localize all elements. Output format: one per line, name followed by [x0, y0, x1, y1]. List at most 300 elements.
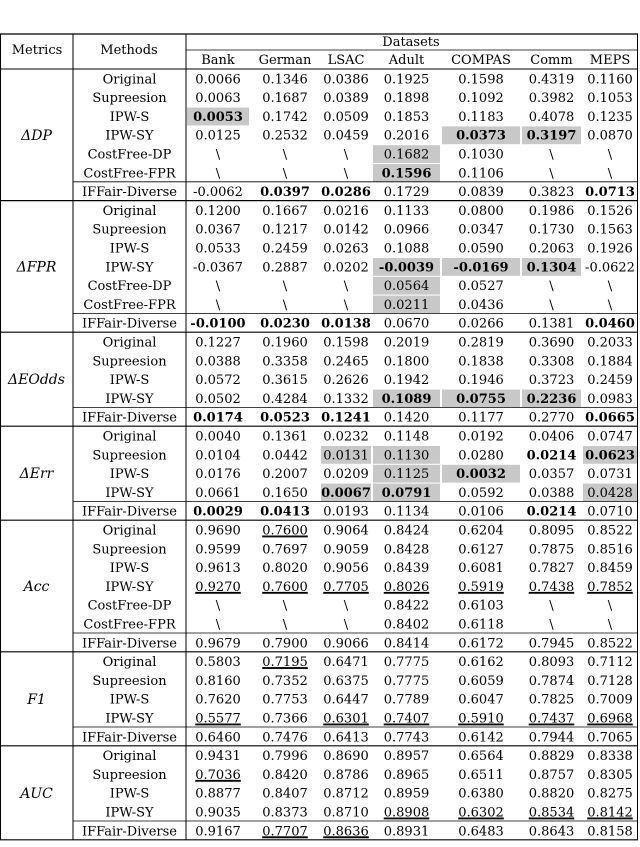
- value-cell: 0.8957: [383, 749, 430, 765]
- value-cell: 0.1682: [383, 147, 430, 163]
- value-cell: -0.0100: [190, 316, 246, 332]
- value-cell: 0.0590: [458, 241, 504, 257]
- value-cell: 0.1730: [528, 222, 575, 238]
- method-label: IPW-S: [109, 786, 150, 802]
- value-cell: 0.0106: [458, 504, 504, 520]
- value-cell: 0.1960: [262, 335, 308, 351]
- value-cell: 0.9613: [195, 561, 241, 577]
- value-cell: 0.0209: [323, 467, 369, 483]
- value-cell: 0.1667: [262, 203, 308, 219]
- value-cell: 0.5919: [458, 579, 504, 595]
- value-cell: \: [343, 166, 349, 182]
- value-cell: 0.0665: [585, 410, 635, 426]
- value-cell: \: [343, 147, 349, 163]
- value-cell: 0.3823: [528, 185, 575, 201]
- method-label: Supreesion: [92, 354, 167, 370]
- value-cell: 0.8459: [587, 561, 633, 577]
- value-cell: \: [343, 297, 349, 313]
- value-cell: 0.0286: [321, 185, 371, 201]
- method-label: IPW-SY: [105, 805, 154, 821]
- value-cell: 0.0202: [323, 260, 369, 276]
- value-cell: 0.1134: [383, 504, 430, 520]
- value-cell: 0.3197: [526, 128, 577, 144]
- value-cell: 0.8636: [323, 824, 369, 840]
- value-cell: 0.1346: [262, 72, 308, 88]
- value-cell: 0.1053: [587, 91, 633, 107]
- value-cell: 0.7600: [262, 523, 308, 539]
- value-cell: 0.0572: [195, 373, 241, 389]
- value-cell: 0.8414: [383, 636, 430, 652]
- value-cell: 0.1687: [262, 91, 308, 107]
- value-cell: 0.8373: [262, 805, 308, 821]
- value-cell: 0.1304: [526, 260, 577, 276]
- value-cell: 0.7437: [528, 711, 575, 727]
- value-cell: 0.1217: [262, 222, 308, 238]
- value-cell: 0.2063: [528, 241, 575, 257]
- method-label: CostFree-DP: [87, 598, 172, 614]
- value-cell: 0.8965: [383, 767, 430, 783]
- value-cell: 0.8786: [323, 767, 369, 783]
- value-cell: 0.0347: [458, 222, 504, 238]
- value-cell: \: [282, 147, 288, 163]
- value-cell: 0.7112: [587, 655, 633, 671]
- value-cell: 0.0386: [323, 72, 369, 88]
- value-cell: \: [282, 598, 288, 614]
- method-label: IFFair-Diverse: [81, 730, 178, 746]
- value-cell: 0.8534: [528, 805, 575, 821]
- value-cell: 0.1986: [528, 203, 575, 219]
- text-layer: [7, 35, 635, 839]
- value-cell: 0.8422: [383, 598, 430, 614]
- value-cell: 0.8095: [528, 523, 575, 539]
- value-cell: 0.0266: [458, 316, 504, 332]
- method-label: IPW-S: [109, 109, 150, 125]
- value-cell: 0.3690: [528, 335, 575, 351]
- value-cell: \: [607, 617, 613, 633]
- value-cell: 0.0839: [458, 185, 504, 201]
- method-label: IPW-SY: [105, 128, 154, 144]
- value-cell: 0.1800: [383, 354, 430, 370]
- value-cell: 0.0428: [587, 485, 633, 501]
- value-cell: 0.7875: [528, 542, 575, 558]
- value-cell: \: [549, 617, 554, 633]
- method-label: Supreesion: [92, 767, 167, 783]
- value-cell: 0.8420: [262, 767, 308, 783]
- value-cell: 0.3358: [262, 354, 308, 370]
- value-cell: 0.8158: [587, 824, 633, 840]
- value-cell: 0.0176: [195, 467, 241, 483]
- value-cell: 0.8305: [587, 767, 633, 783]
- value-cell: 0.0040: [195, 429, 241, 445]
- method-label: Supreesion: [92, 448, 167, 464]
- value-cell: 0.0138: [321, 316, 371, 332]
- value-cell: 0.0502: [195, 391, 241, 407]
- value-cell: 0.8522: [587, 636, 633, 652]
- value-cell: 0.7827: [528, 561, 575, 577]
- value-cell: 0.1526: [587, 203, 633, 219]
- value-cell: 0.0983: [587, 391, 633, 407]
- value-cell: 0.6047: [458, 692, 504, 708]
- value-cell: 0.9690: [195, 523, 241, 539]
- value-cell: 0.7753: [262, 692, 308, 708]
- metric-label: ΔEOdds: [8, 372, 65, 389]
- value-cell: 0.9059: [323, 542, 369, 558]
- value-cell: 0.2459: [262, 241, 308, 257]
- method-label: Original: [102, 655, 157, 671]
- method-label: IPW-S: [109, 467, 150, 483]
- value-cell: 0.0125: [195, 128, 241, 144]
- value-cell: 0.0670: [383, 316, 430, 332]
- value-cell: 0.7600: [262, 579, 308, 595]
- value-cell: 0.7996: [262, 749, 308, 765]
- value-cell: 0.1420: [383, 410, 430, 426]
- value-cell: -0.0062: [193, 185, 243, 201]
- value-cell: 0.1925: [383, 72, 430, 88]
- value-cell: 0.8643: [528, 824, 575, 840]
- value-cell: 0.7128: [587, 673, 633, 689]
- value-cell: 0.2016: [383, 128, 430, 144]
- value-cell: -0.0622: [585, 260, 635, 276]
- value-cell: 0.2236: [526, 391, 577, 407]
- method-label: Original: [102, 335, 157, 351]
- value-cell: \: [549, 147, 554, 163]
- value-cell: 0.0357: [528, 467, 575, 483]
- value-cell: 0.3723: [528, 373, 575, 389]
- value-cell: 0.7195: [262, 655, 308, 671]
- value-cell: 0.6103: [458, 598, 504, 614]
- method-label: IPW-SY: [105, 579, 154, 595]
- value-cell: \: [607, 166, 613, 182]
- value-cell: 0.8959: [383, 786, 430, 802]
- metric-label: ΔErr: [19, 466, 54, 483]
- value-cell: 0.7036: [195, 767, 241, 783]
- value-cell: 0.1838: [458, 354, 504, 370]
- value-cell: 0.7743: [383, 730, 430, 746]
- value-cell: 0.0174: [193, 410, 243, 426]
- results-table: [0, 30, 640, 847]
- value-cell: 0.6413: [323, 730, 369, 746]
- metric-label: F1: [27, 691, 46, 708]
- value-cell: 0.1853: [383, 109, 430, 125]
- value-cell: 0.0389: [323, 91, 369, 107]
- value-cell: 0.6380: [458, 786, 504, 802]
- value-cell: 0.2019: [383, 335, 430, 351]
- value-cell: 0.6204: [458, 523, 504, 539]
- value-cell: 0.9035: [195, 805, 241, 821]
- value-cell: 0.1241: [321, 410, 371, 426]
- value-cell: 0.6447: [323, 692, 369, 708]
- value-cell: \: [607, 297, 613, 313]
- method-label: Original: [102, 203, 157, 219]
- value-cell: 0.9167: [195, 824, 241, 840]
- method-label: Supreesion: [92, 91, 167, 107]
- value-cell: 0.9066: [323, 636, 369, 652]
- value-cell: 0.1884: [587, 354, 633, 370]
- value-cell: 0.0731: [587, 467, 633, 483]
- method-label: IPW-S: [109, 692, 150, 708]
- method-label: IFFair-Diverse: [81, 185, 178, 201]
- value-cell: 0.1125: [383, 467, 430, 483]
- metric-label: AUC: [20, 785, 53, 802]
- value-cell: 0.0527: [458, 279, 504, 295]
- method-label: CostFree-DP: [87, 147, 172, 163]
- value-cell: 0.7009: [587, 692, 633, 708]
- value-cell: 0.0263: [323, 241, 369, 257]
- method-label: Original: [102, 72, 157, 88]
- value-cell: 0.0406: [528, 429, 575, 445]
- value-cell: 0.6127: [458, 542, 504, 558]
- value-cell: 0.1177: [458, 410, 504, 426]
- value-cell: 0.6968: [587, 711, 633, 727]
- method-label: Original: [102, 749, 157, 765]
- metrics-header: Metrics: [11, 43, 63, 58]
- value-cell: 0.0211: [383, 297, 430, 313]
- method-label: IFFair-Diverse: [81, 410, 178, 426]
- value-cell: 0.8516: [587, 542, 633, 558]
- value-cell: 0.0053: [193, 109, 243, 125]
- value-cell: 0.1227: [195, 335, 241, 351]
- value-cell: 0.4078: [528, 109, 575, 125]
- value-cell: 0.0436: [458, 297, 504, 313]
- metric-label: Acc: [23, 579, 50, 595]
- value-cell: 0.1332: [323, 391, 369, 407]
- value-cell: \: [607, 598, 613, 614]
- value-cell: \: [215, 147, 221, 163]
- dataset-header-comm: Comm: [530, 53, 573, 68]
- value-cell: 0.7366: [262, 711, 308, 727]
- value-cell: 0.8820: [528, 786, 575, 802]
- value-cell: 0.6081: [458, 561, 504, 577]
- value-cell: 0.7874: [528, 673, 575, 689]
- value-cell: 0.4319: [528, 72, 575, 88]
- value-cell: 0.0388: [528, 485, 575, 501]
- value-cell: 0.0747: [587, 429, 633, 445]
- value-cell: 0.2465: [323, 354, 369, 370]
- value-cell: 0.5910: [458, 711, 504, 727]
- value-cell: 0.8402: [383, 617, 430, 633]
- value-cell: 0.1898: [383, 91, 430, 107]
- value-cell: 0.0523: [260, 410, 310, 426]
- method-label: Supreesion: [92, 222, 167, 238]
- value-cell: 0.8407: [262, 786, 308, 802]
- value-cell: 0.1160: [587, 72, 633, 88]
- value-cell: 0.1030: [458, 147, 504, 163]
- value-cell: 0.8020: [262, 561, 308, 577]
- value-cell: 0.7825: [528, 692, 575, 708]
- value-cell: 0.1926: [587, 241, 633, 257]
- value-cell: 0.1598: [323, 335, 369, 351]
- value-cell: 0.2007: [262, 467, 308, 483]
- value-cell: 0.1650: [262, 485, 308, 501]
- value-cell: 0.1381: [528, 316, 575, 332]
- value-cell: 0.7945: [528, 636, 575, 652]
- value-cell: -0.0367: [193, 260, 243, 276]
- value-cell: 0.0216: [323, 203, 369, 219]
- value-cell: 0.7789: [383, 692, 430, 708]
- value-cell: 0.9431: [195, 749, 241, 765]
- value-cell: 0.0460: [585, 316, 635, 332]
- method-label: IPW-SY: [105, 711, 154, 727]
- value-cell: 0.7705: [323, 579, 369, 595]
- value-cell: 0.7944: [528, 730, 575, 746]
- value-cell: 0.0870: [587, 128, 633, 144]
- value-cell: 0.1106: [458, 166, 504, 182]
- method-label: CostFree-FPR: [83, 297, 176, 313]
- value-cell: 0.4284: [262, 391, 308, 407]
- value-cell: 0.0142: [323, 222, 369, 238]
- value-cell: 0.1596: [381, 166, 432, 182]
- value-cell: 0.3615: [262, 373, 308, 389]
- value-cell: 0.5803: [195, 655, 241, 671]
- value-cell: 0.0063: [195, 91, 241, 107]
- value-cell: 0.8093: [528, 655, 575, 671]
- value-cell: 0.6059: [458, 673, 504, 689]
- dataset-header-lsac: LSAC: [327, 53, 365, 68]
- value-cell: 0.9064: [323, 523, 369, 539]
- value-cell: 0.6142: [458, 730, 504, 746]
- value-cell: 0.2459: [587, 373, 633, 389]
- value-cell: 0.0232: [323, 429, 369, 445]
- value-cell: 0.8424: [383, 523, 430, 539]
- value-cell: \: [215, 617, 221, 633]
- value-cell: 0.1598: [458, 72, 504, 88]
- value-cell: \: [215, 297, 221, 313]
- method-label: Supreesion: [92, 542, 167, 558]
- value-cell: 0.2819: [458, 335, 504, 351]
- value-cell: 0.6118: [458, 617, 504, 633]
- method-label: IPW-SY: [105, 260, 154, 276]
- value-cell: 0.6471: [323, 655, 369, 671]
- method-label: CostFree-FPR: [83, 166, 176, 182]
- value-cell: 0.8877: [195, 786, 241, 802]
- value-cell: \: [282, 617, 288, 633]
- value-cell: \: [607, 279, 613, 295]
- method-label: IPW-S: [109, 373, 150, 389]
- value-cell: 0.6301: [323, 711, 369, 727]
- dataset-header-compas: COMPAS: [451, 53, 511, 68]
- value-cell: 0.7900: [262, 636, 308, 652]
- value-cell: 0.0966: [383, 222, 430, 238]
- value-cell: 0.0373: [456, 128, 506, 144]
- value-cell: 0.0713: [585, 185, 635, 201]
- value-cell: 0.8275: [587, 786, 633, 802]
- value-cell: 0.1235: [587, 109, 633, 125]
- value-cell: 0.2887: [262, 260, 308, 276]
- value-cell: 0.0442: [262, 448, 308, 464]
- value-cell: 0.1200: [195, 203, 241, 219]
- value-cell: 0.8712: [323, 786, 369, 802]
- method-label: CostFree-DP: [87, 279, 172, 295]
- value-cell: 0.7476: [262, 730, 308, 746]
- value-cell: \: [343, 279, 349, 295]
- value-cell: 0.8160: [195, 673, 241, 689]
- methods-header: Methods: [100, 43, 158, 58]
- value-cell: \: [343, 598, 349, 614]
- value-cell: 0.0397: [260, 185, 310, 201]
- value-cell: 0.6483: [458, 824, 504, 840]
- value-cell: 0.0388: [195, 354, 241, 370]
- value-cell: 0.0710: [587, 504, 633, 520]
- value-cell: 0.3982: [528, 91, 575, 107]
- value-cell: 0.2033: [587, 335, 633, 351]
- value-cell: 0.9599: [195, 542, 241, 558]
- value-cell: 0.1148: [383, 429, 430, 445]
- value-cell: 0.0029: [193, 504, 243, 520]
- method-label: IPW-SY: [105, 485, 154, 501]
- method-label: IFFair-Diverse: [81, 636, 178, 652]
- value-cell: 0.1089: [381, 391, 432, 407]
- value-cell: 0.0280: [458, 448, 504, 464]
- value-cell: 0.0067: [321, 485, 371, 501]
- value-cell: \: [215, 598, 221, 614]
- method-label: IPW-S: [109, 561, 150, 577]
- value-cell: 0.2532: [262, 128, 308, 144]
- method-label: Original: [102, 429, 157, 445]
- value-cell: 0.0592: [458, 485, 504, 501]
- value-cell: 0.1130: [383, 448, 430, 464]
- value-cell: 0.0459: [323, 128, 369, 144]
- value-cell: 0.1563: [587, 222, 633, 238]
- value-cell: 0.0214: [526, 448, 577, 464]
- value-cell: 0.8908: [383, 805, 430, 821]
- value-cell: 0.5577: [195, 711, 241, 727]
- value-cell: 0.0367: [195, 222, 241, 238]
- value-cell: 0.8931: [383, 824, 430, 840]
- value-cell: 0.7065: [587, 730, 633, 746]
- datasets-header: Datasets: [382, 35, 440, 50]
- value-cell: \: [549, 166, 554, 182]
- value-cell: 0.3308: [528, 354, 575, 370]
- value-cell: 0.6564: [458, 749, 504, 765]
- value-cell: 0.7352: [262, 673, 308, 689]
- value-cell: 0.8439: [383, 561, 430, 577]
- method-label: IPW-SY: [105, 391, 154, 407]
- value-cell: 0.8690: [323, 749, 369, 765]
- value-cell: 0.1183: [458, 109, 504, 125]
- value-cell: 0.8338: [587, 749, 633, 765]
- value-cell: 0.1742: [262, 109, 308, 125]
- value-cell: 0.9270: [195, 579, 241, 595]
- method-label: IFFair-Diverse: [81, 824, 178, 840]
- value-cell: 0.0032: [456, 467, 506, 483]
- value-cell: 0.0131: [323, 448, 369, 464]
- method-label: CostFree-FPR: [83, 617, 176, 633]
- value-cell: 0.7775: [383, 673, 430, 689]
- value-cell: 0.8757: [528, 767, 575, 783]
- value-cell: 0.7407: [383, 711, 430, 727]
- value-cell: \: [215, 166, 221, 182]
- value-cell: 0.6172: [458, 636, 504, 652]
- value-cell: 0.1088: [383, 241, 430, 257]
- value-cell: \: [549, 297, 554, 313]
- value-cell: 0.7775: [383, 655, 430, 671]
- value-cell: \: [607, 147, 613, 163]
- value-cell: 0.7620: [195, 692, 241, 708]
- value-cell: 0.6302: [458, 805, 504, 821]
- value-cell: 0.8026: [383, 579, 430, 595]
- value-cell: 0.9679: [195, 636, 241, 652]
- value-cell: 0.0214: [526, 504, 577, 520]
- value-cell: 0.0230: [260, 316, 310, 332]
- value-cell: 0.6511: [458, 767, 504, 783]
- value-cell: -0.0039: [378, 260, 435, 276]
- value-cell: 0.8522: [587, 523, 633, 539]
- value-cell: 0.1942: [383, 373, 430, 389]
- value-cell: 0.6375: [323, 673, 369, 689]
- value-cell: -0.0169: [453, 260, 509, 276]
- value-cell: 0.0661: [195, 485, 241, 501]
- value-cell: 0.0413: [260, 504, 310, 520]
